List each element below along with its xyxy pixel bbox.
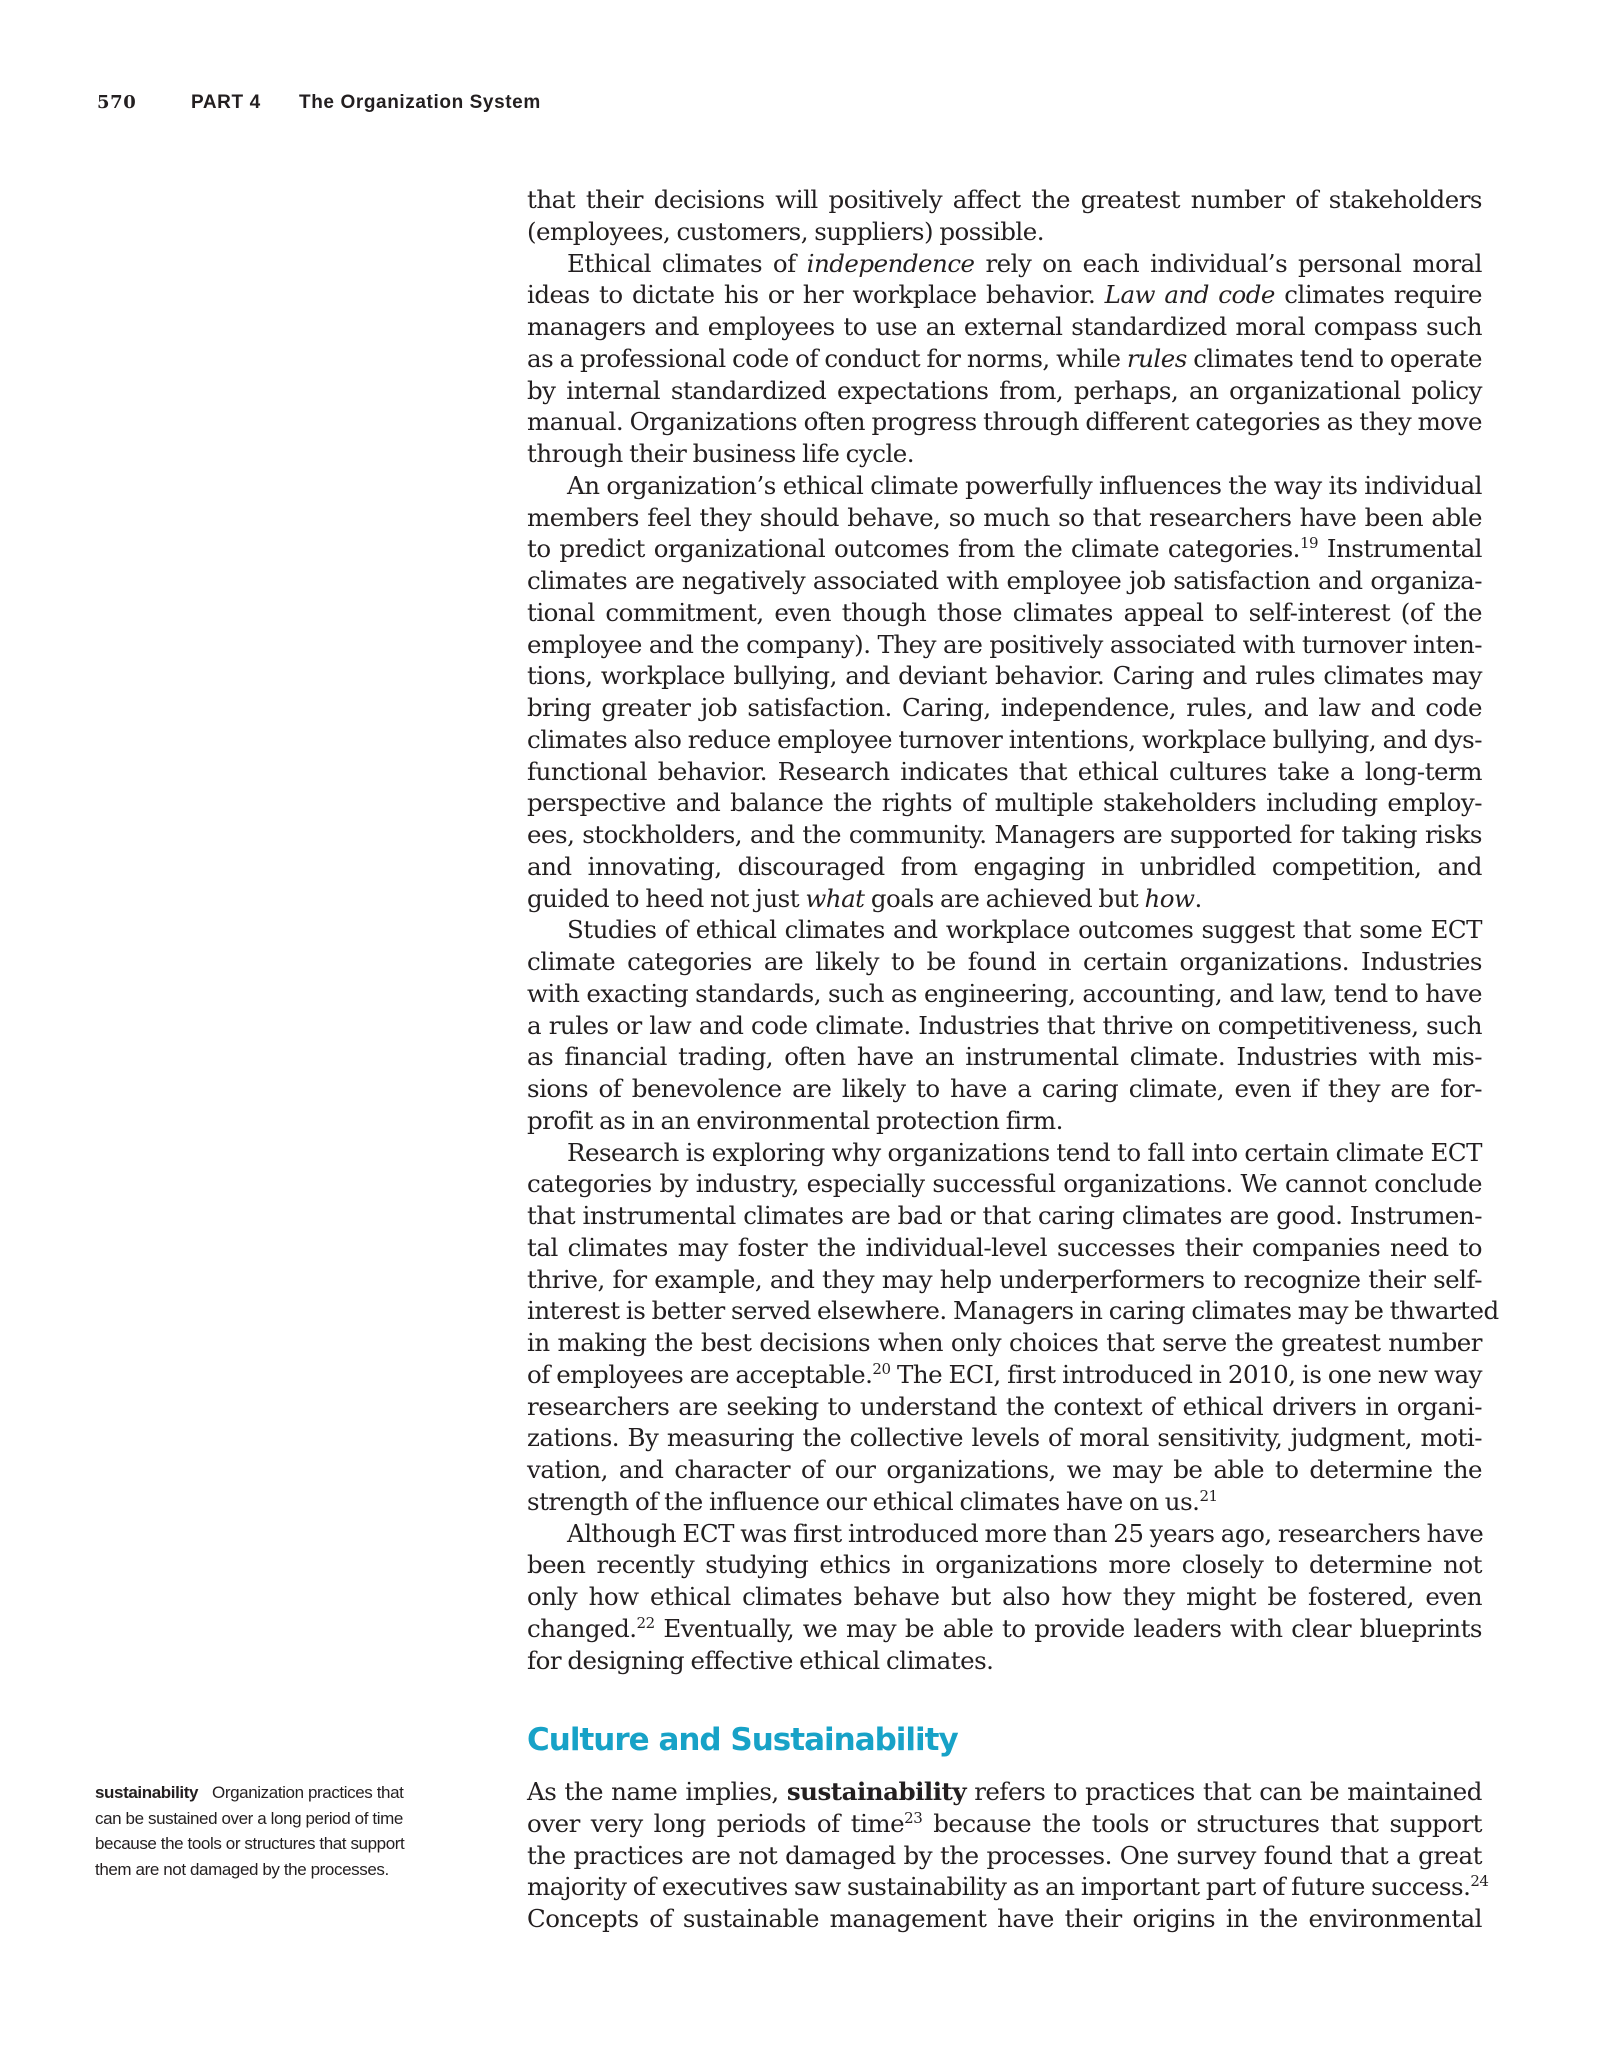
main-text bbox=[527, 184, 1499, 1676]
glossary-line: because the tools or structures that support bbox=[95, 1834, 405, 1853]
text-line: sions of benevolence are likely to have a caring climate, even if they are for- bbox=[527, 1074, 1482, 1103]
margin-glossary-note bbox=[95, 1780, 475, 1882]
glossary-line: them are not damaged by the processes. bbox=[95, 1859, 389, 1879]
text-line: strength of the influence our ethical climates have on us.$^{21}$ bbox=[527, 1486, 1218, 1516]
text-line: ideas to dictate his or her workplace behavior. Law and code climates require bbox=[527, 280, 1482, 310]
text-line: manual. Organizations often progress through different categories as they move bbox=[527, 407, 1482, 437]
text-line: for designing effective ethical climates. bbox=[527, 1645, 994, 1675]
text-line: tions, workplace bullying, and deviant behavior. Caring and rules climates may bbox=[527, 661, 1482, 691]
text-line: climates also reduce employee turnover intentions, workplace bullying, and dys- bbox=[527, 724, 1482, 754]
text-line: climates are negatively associated with employee job satisfaction and organiza- bbox=[527, 566, 1482, 595]
running-head bbox=[97, 92, 541, 114]
text-line: members feel they should behave, so much so that researchers have been able bbox=[527, 502, 1482, 532]
text-line: of employees are acceptable.$^{20}$ The ECI, first introduced in 2010, is one new way bbox=[527, 1359, 1482, 1389]
text-line: employee and the company). They are positively associated with turnover inten- bbox=[527, 629, 1482, 659]
text-line: only how ethical climates behave but also how they might be fostered, even bbox=[527, 1582, 1482, 1611]
text-line: changed.$^{22}$ Eventually, we may be able to provide leaders with clear blueprints bbox=[527, 1613, 1482, 1643]
glossary-term: sustainability bbox=[95, 1783, 199, 1802]
key-term-sustainability: sustainability bbox=[786, 1777, 967, 1806]
text-line: profit as in an environmental protection firm. bbox=[527, 1105, 1063, 1135]
glossary-line bbox=[95, 1780, 475, 1806]
text-line: Concepts of sustainable management have their origins in the environmental bbox=[527, 1904, 1482, 1933]
text-line: over very long periods of time$^{23}$ because the tools or structures that support bbox=[527, 1808, 1483, 1838]
term-how: how bbox=[1144, 883, 1195, 913]
text-line: Ethical climates of independence rely on each individual’s personal moral bbox=[567, 248, 1482, 278]
text-line: As the name implies, sustainability refers to practices that can be maintained bbox=[527, 1777, 1482, 1806]
text-line: climate categories are likely to be found in certain organizations. Industries bbox=[527, 947, 1482, 976]
text-line: thrive, for example, and they may help underperformers to recognize their self- bbox=[527, 1264, 1482, 1294]
text-line: that instrumental climates are bad or that caring climates are good. Instrumen- bbox=[527, 1201, 1482, 1230]
text-line: tal climates may foster the individual-level successes their companies need to bbox=[527, 1232, 1482, 1262]
part-title: The Organization System bbox=[299, 92, 541, 113]
text-line: Studies of ethical climates and workplace outcomes suggest that some ECT bbox=[567, 915, 1482, 945]
footnote-ref: 19 bbox=[1299, 534, 1319, 553]
text-line: An organization’s ethical climate powerfully influences the way its individual bbox=[567, 470, 1482, 500]
text-line: Although ECT was first introduced more than 25 years ago, researchers have bbox=[567, 1518, 1484, 1548]
text-line: a rules or law and code climate. Industries that thrive on competitiveness, such bbox=[527, 1010, 1482, 1040]
text-line: bring greater job satisfaction. Caring, independence, rules, and law and code bbox=[527, 693, 1482, 722]
footnote-ref: 23 bbox=[904, 1808, 923, 1827]
text-line: that their decisions will positively affect the greatest number of stakeholders bbox=[527, 185, 1482, 214]
text-line: vation, and character of our organizations, we may be able to determine the bbox=[527, 1455, 1482, 1484]
text-line: tional commitment, even though those climates appeal to self-interest (of the bbox=[527, 597, 1482, 627]
text-line: Research is exploring why organizations tend to fall into certain climate ECT bbox=[567, 1137, 1482, 1167]
page-number: 570 bbox=[97, 92, 137, 113]
text-line: as financial trading, often have an instrumental climate. Industries with mis- bbox=[527, 1042, 1482, 1072]
text-line: managers and employees to use an external standardized moral compass such bbox=[527, 312, 1482, 341]
text-line: guided to heed not just what goals are achieved but how. bbox=[527, 883, 1202, 913]
term-independence: independence bbox=[806, 248, 975, 278]
section-heading: Culture and Sustainability bbox=[527, 1722, 958, 1758]
glossary-line: can be sustained over a long period of time bbox=[95, 1808, 403, 1828]
text-line: zations. By measuring the collective levels of moral sensitivity, judgment, moti- bbox=[527, 1423, 1482, 1453]
text-line: and innovating, discouraged from engaging in unbridled competition, and bbox=[527, 851, 1482, 881]
text-line: majority of executives saw sustainability as an important part of future success.$^{24}$ bbox=[527, 1872, 1489, 1902]
text-line: to predict organizational outcomes from the climate categories.$^{19}$ Instrumental bbox=[527, 534, 1483, 564]
text-line: (employees, customers, suppliers) possible. bbox=[527, 216, 1045, 246]
footnote-ref: 22 bbox=[636, 1613, 655, 1632]
footnote-ref: 20 bbox=[872, 1359, 891, 1378]
footnote-ref: 21 bbox=[1199, 1486, 1218, 1505]
term-law-and-code: Law and code bbox=[1104, 280, 1275, 310]
text-line: perspective and balance the rights of multiple stakeholders including employ- bbox=[527, 788, 1482, 818]
text-line: as a professional code of conduct for norms, while rules climates tend to operate bbox=[527, 343, 1482, 373]
text-line: been recently studying ethics in organizations more closely to determine not bbox=[527, 1550, 1482, 1580]
part-label: PART 4 bbox=[191, 92, 261, 113]
section-text bbox=[527, 1776, 1489, 1935]
text-line: interest is better served elsewhere. Managers in caring climates may be thwarted bbox=[527, 1296, 1499, 1326]
term-what: what bbox=[805, 883, 865, 913]
glossary-definition: Organization practices that bbox=[212, 1783, 404, 1802]
footnote-ref: 24 bbox=[1470, 1872, 1489, 1891]
text-line: through their business life cycle. bbox=[527, 439, 915, 468]
text-line: ees, stockholders, and the community. Managers are supported for taking risks bbox=[527, 820, 1482, 849]
text-line: researchers are seeking to understand the context of ethical drivers in organi- bbox=[527, 1391, 1482, 1421]
text-line: functional behavior. Research indicates that ethical cultures take a long-term bbox=[527, 756, 1482, 786]
text-line: categories by industry, especially successful organizations. We cannot conclude bbox=[527, 1169, 1482, 1199]
term-rules: rules bbox=[1126, 343, 1187, 373]
text-line: with exacting standards, such as engineering, accounting, and law, tend to have bbox=[527, 978, 1482, 1008]
text-line: the practices are not damaged by the processes. One survey found that a great bbox=[527, 1840, 1482, 1870]
text-line: in making the best decisions when only choices that serve the greatest number bbox=[527, 1328, 1482, 1357]
text-line: by internal standardized expectations from, perhaps, an organizational policy bbox=[527, 375, 1482, 405]
